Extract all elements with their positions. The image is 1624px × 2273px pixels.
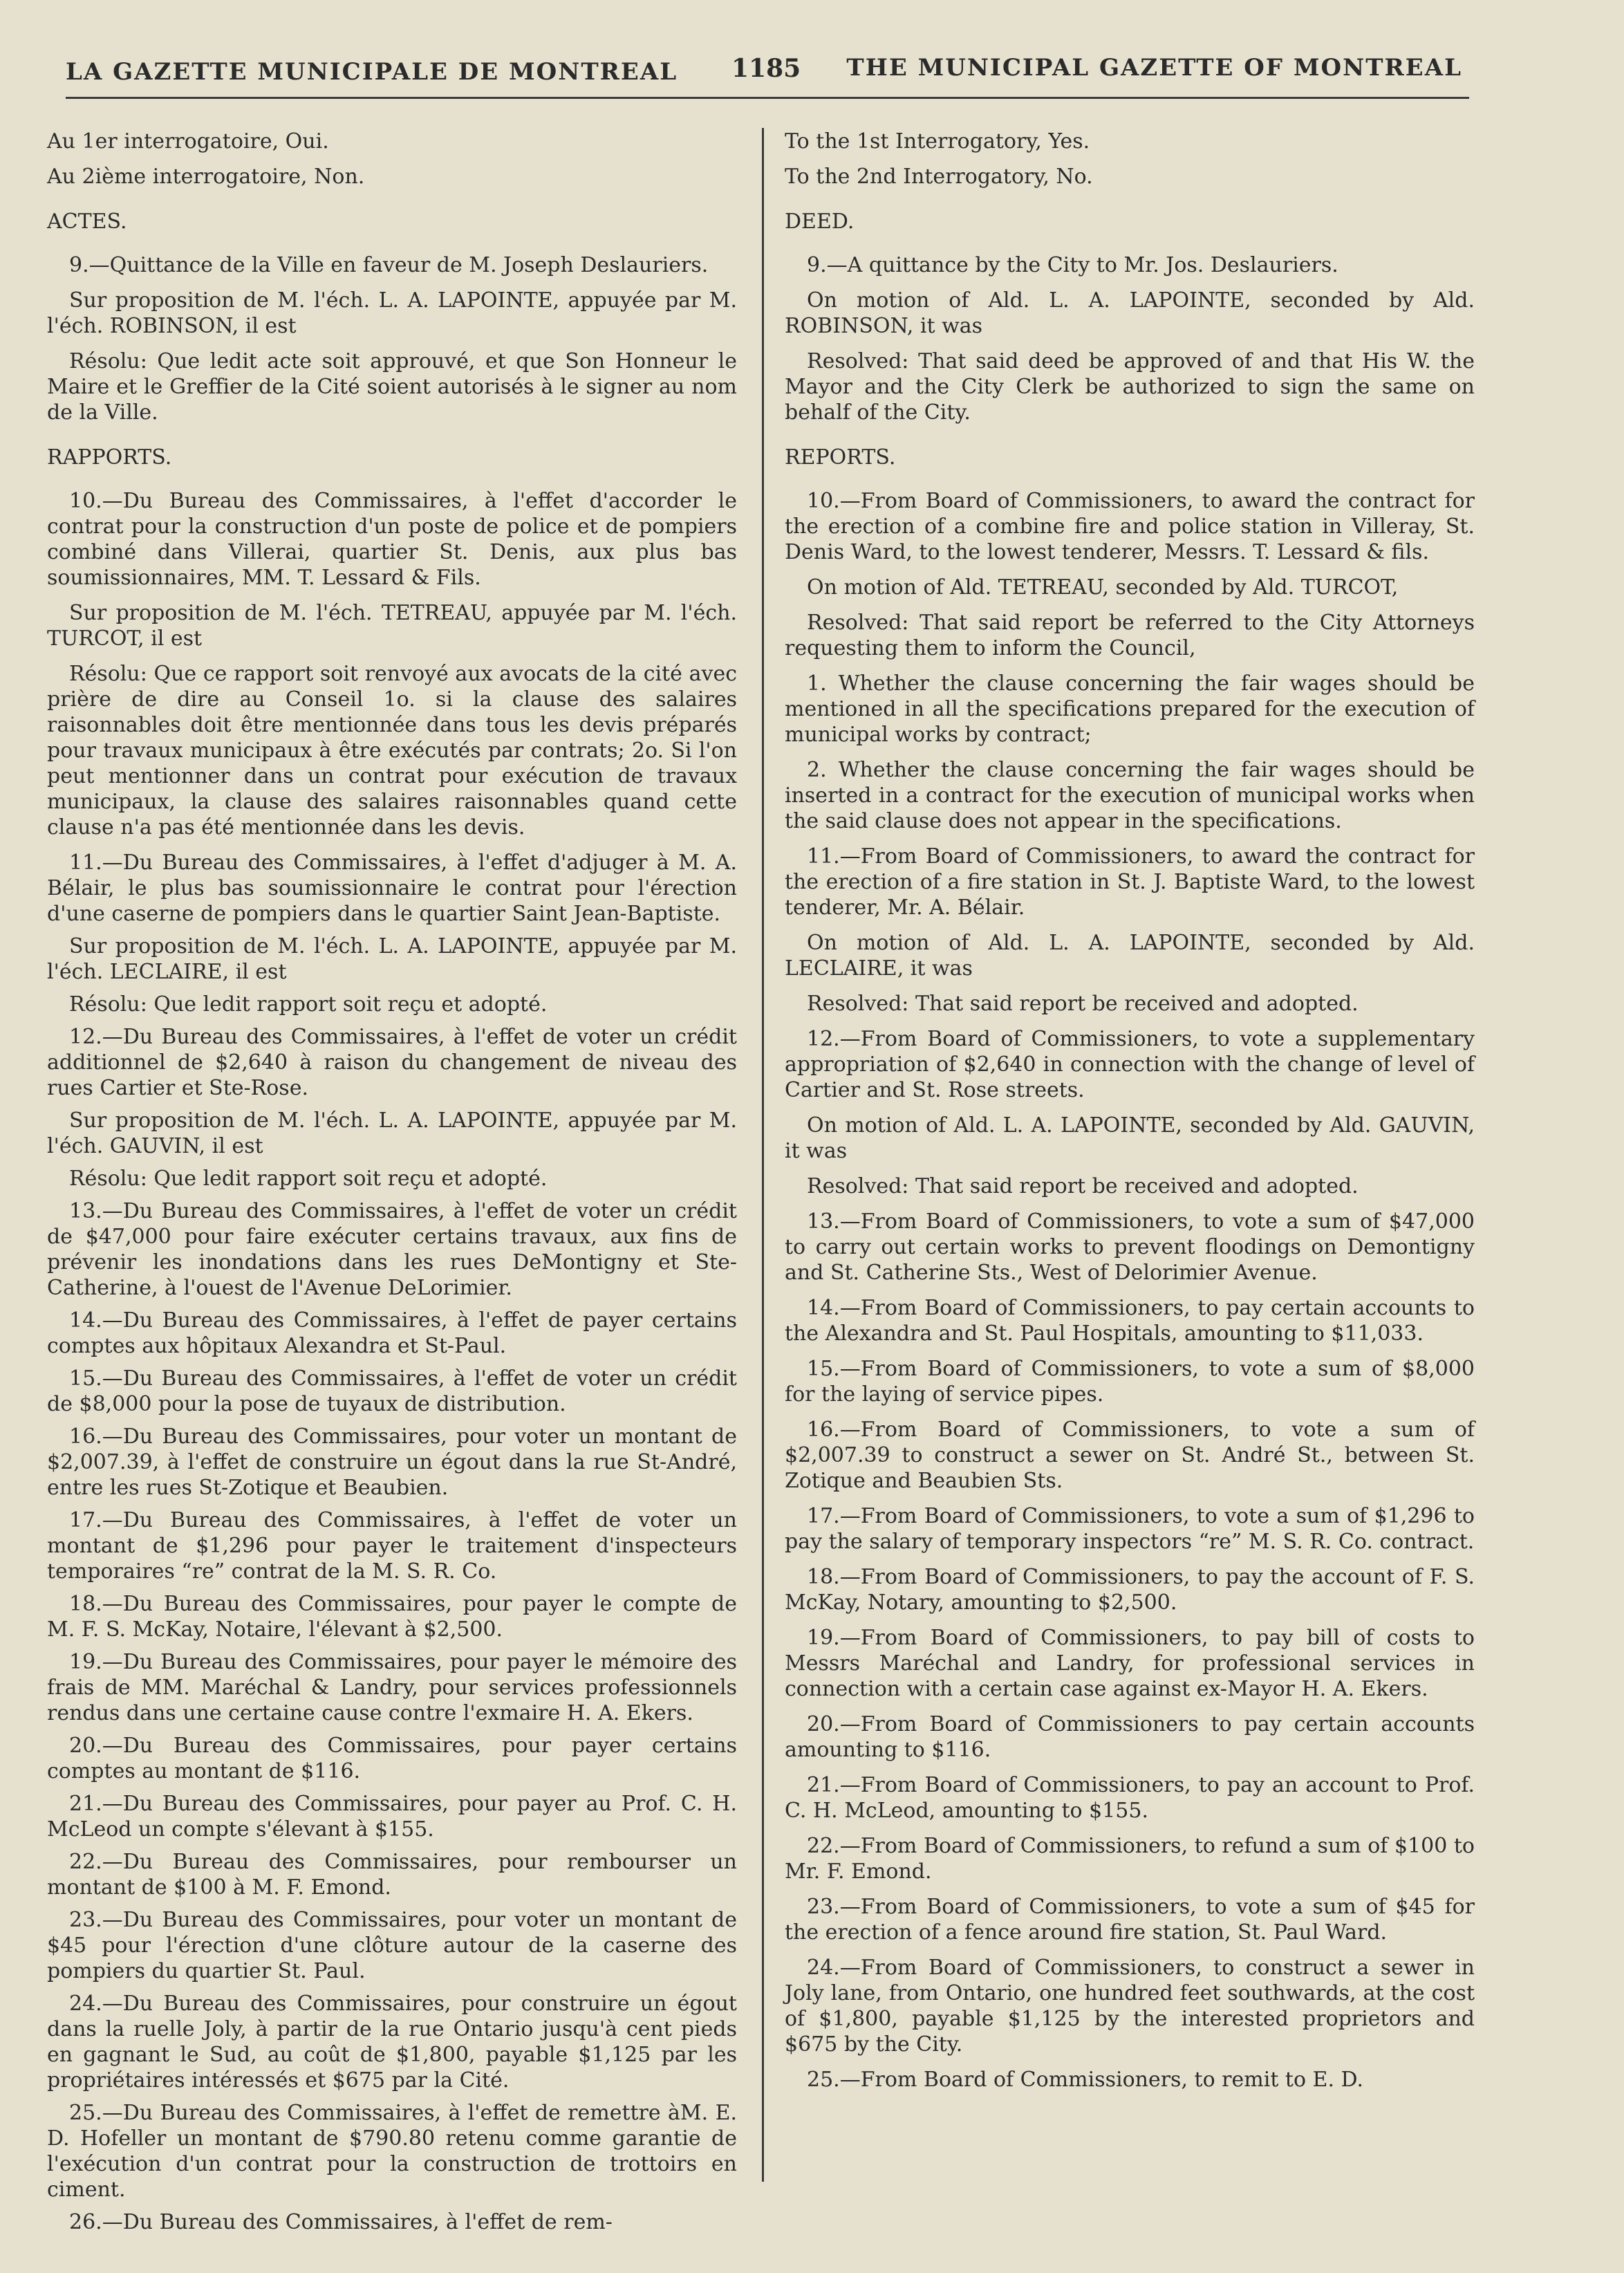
paragraph: 11.—From Board of Commissioners, to award the contract for the erection of a fire station in St. J. Baptiste Ward, to the lowest tenderer, Mr. A. Bélair.: [785, 844, 1475, 920]
paragraph: Résolu: Que ledit rapport soit reçu et adopté.: [69, 1167, 548, 1191]
page-header: [66, 54, 1462, 95]
paragraph: 12.—From Board of Commissioners, to vote a supplementary appropriation of $2,640 in connection with the change of level of Cartier and St. Rose streets.: [785, 1027, 1475, 1102]
paragraph: 24.—Du Bureau des Commissaires, pour construire un égout dans la ruelle Joly, à partir de la rue Ontario jusqu'à cent pieds en gagnant le Sud, au coût de $1,800, payable $1,125 par les propriétaires intéressés et $675 par la Cité.: [47, 1992, 737, 2093]
paragraph: 14.—From Board of Commissioners, to pay certain accounts to the Alexandra and St. Paul Hospitals, amounting to $11,033.: [785, 1296, 1475, 1346]
paragraph: 13.—From Board of Commissioners, to vote a sum of $47,000 to carry out certain works to prevent floodings on Demontigny and St. Catherine Sts., West of Delorimier Avenue.: [785, 1209, 1475, 1285]
paragraph: 18.—From Board of Commissioners, to pay the account of F. S. McKay, Notary, amounting to $2,500.: [785, 1565, 1475, 1615]
paragraph: 10.—Du Bureau des Commissaires, à l'effet d'accorder le contrat pour la construction d'un poste de police et de pompiers combiné dans Villerai, quartier St. Denis, aux plus bas soumissionnaires, MM. T. Lessard & Fils.: [47, 489, 737, 590]
paragraph: On motion of Ald. TETREAU, seconded by Ald. TURCOT,: [807, 575, 1399, 600]
paragraph: Au 1er interrogatoire, Oui.: [47, 129, 329, 154]
paragraph: 9.—Quittance de la Ville en faveur de M. Joseph Deslauriers.: [69, 253, 709, 277]
paragraph: 12.—Du Bureau des Commissaires, à l'effet de voter un crédit additionnel de $2,640 à raison du changement de niveau des rues Cartier et Ste-Rose.: [47, 1025, 737, 1100]
paragraph: 17.—From Board of Commissioners, to vote a sum of $1,296 to pay the salary of temporary inspectors “re” M. S. R. Co. contract.: [785, 1504, 1475, 1554]
paragraph: 22.—From Board of Commissioners, to refund a sum of $100 to Mr. F. Emond.: [785, 1834, 1475, 1884]
paragraph: Resolved: That said report be referred to the City Attorneys requesting them to inform the Council,: [785, 611, 1475, 660]
paragraph: 23.—From Board of Commissioners, to vote a sum of $45 for the erection of a fence around fire station, St. Paul Ward.: [785, 1895, 1475, 1945]
paragraph: 2. Whether the clause concerning the fair wages should be inserted in a contract for the execution of municipal works when the said clause does not appear in the specifications.: [785, 758, 1475, 833]
paragraph: Résolu: Que ce rapport soit renvoyé aux avocats de la cité avec prière de dire au Conseil 1o. si la clause des salaires raisonnables doit être mentionnée dans tous les devis préparés pour travaux municipaux à être exécutés par contrats; 2o. Si l'on peut mentionner dans un contrat pour exécution de travaux municipaux, la clause des salaires raisonnables quand cette clause n'a pas été mentionnée dans les devis.: [47, 662, 737, 839]
header-title-french: LA GAZETTE MUNICIPALE DE MONTREAL: [66, 58, 678, 86]
paragraph: 13.—Du Bureau des Commissaires, à l'effet de voter un crédit de $47,000 pour faire exécuter certains travaux, aux fins de prévenir les inondations dans les rues DeMontigny et Ste-Catherine, à l'ouest de l'Avenue DeLorimier.: [47, 1199, 737, 1300]
paragraph: Sur proposition de M. l'éch. L. A. LAPOINTE, appuyée par M. l'éch. ROBINSON, il est: [47, 288, 737, 338]
french-column: [47, 129, 737, 2242]
paragraph: 18.—Du Bureau des Commissaires, pour payer le compte de M. F. S. McKay, Notaire, l'élevant à $2,500.: [47, 1592, 737, 1642]
paragraph: 14.—Du Bureau des Commissaires, à l'effet de payer certains comptes aux hôpitaux Alexandra et St-Paul.: [47, 1308, 737, 1358]
paragraph: On motion of Ald. L. A. LAPOINTE, seconded by Ald. LECLAIRE, it was: [785, 931, 1475, 981]
paragraph: To the 1st Interrogatory, Yes.: [785, 129, 1090, 154]
english-column: [785, 129, 1475, 2102]
paragraph: 11.—Du Bureau des Commissaires, à l'effet d'adjuger à M. A. Bélair, le plus bas soumissionnaire le contrat pour l'érection d'une caserne de pompiers dans le quartier Saint Jean-Baptiste.: [47, 851, 737, 926]
paragraph: Au 2ième interrogatoire, Non.: [47, 165, 365, 189]
header-title-english: THE MUNICIPAL GAZETTE OF MONTREAL: [846, 54, 1462, 82]
paragraph: Sur proposition de M. l'éch. L. A. LAPOINTE, appuyée par M. l'éch. LECLAIRE, il est: [47, 934, 737, 984]
paragraph: 25.—From Board of Commissioners, to remit to E. D.: [807, 2068, 1364, 2092]
paragraph: 19.—From Board of Commissioners, to pay bill of costs to Messrs Maréchal and Landry, for professional services in connection with a certain case against ex-Mayor H. A. Ekers.: [785, 1626, 1475, 1701]
paragraph: 15.—Du Bureau des Commissaires, à l'effet de voter un crédit de $8,000 pour la pose de tuyaux de distribution.: [47, 1366, 737, 1416]
paragraph: 23.—Du Bureau des Commissaires, pour voter un montant de $45 pour l'érection d'une clôture autour de la caserne des pompiers du quartier St. Paul.: [47, 1908, 737, 1983]
paragraph: On motion of Ald. L. A. LAPOINTE, seconded by Ald. ROBINSON, it was: [785, 288, 1475, 338]
paragraph: 24.—From Board of Commissioners, to construct a sewer in Joly lane, from Ontario, one hundred feet southwards, at the cost of $1,800, payable $1,125 by the interested proprietors and $675 by the City.: [785, 1956, 1475, 2057]
paragraph: 17.—Du Bureau des Commissaires, à l'effet de voter un montant de $1,296 pour payer le traitement d'inspecteurs temporaires “re” contrat de la M. S. R. Co.: [47, 1508, 737, 1584]
paragraph: Résolu: Que ledit acte soit approuvé, et que Son Honneur le Maire et le Greffier de la Cité soient autorisés à le signer au nom de la Ville.: [47, 349, 737, 425]
paragraph: 1. Whether the clause concerning the fair wages should be mentioned in all the specifications prepared for the execution of municipal works by contract;: [785, 671, 1475, 747]
paragraph: 21.—From Board of Commissioners, to pay an account to Prof. C. H. McLeod, amounting to $155.: [785, 1773, 1475, 1823]
paragraph: Resolved: That said report be received and adopted.: [807, 1174, 1359, 1198]
paragraph: 15.—From Board of Commissioners, to vote a sum of $8,000 for the laying of service pipes.: [785, 1357, 1475, 1407]
paragraph: 21.—Du Bureau des Commissaires, pour payer au Prof. C. H. McLeod un compte s'élevant à $155.: [47, 1792, 737, 1841]
paragraph: 22.—Du Bureau des Commissaires, pour rembourser un montant de $100 à M. F. Emond.: [47, 1850, 737, 1900]
section-heading: DEED.: [785, 210, 855, 234]
paragraph: 10.—From Board of Commissioners, to award the contract for the erection of a combine fire and police station in Villeray, St. Denis Ward, to the lowest tenderer, Messrs. T. Lessard & fils.: [785, 489, 1475, 564]
section-heading: ACTES.: [47, 210, 127, 234]
paragraph: 20.—From Board of Commissioners to pay certain accounts amounting to $116.: [785, 1712, 1475, 1762]
paragraph: 16.—Du Bureau des Commissaires, pour voter un montant de $2,007.39, à l'effet de construire un égout dans la rue St-André, entre les rues St-Zotique et Beaubien.: [47, 1425, 737, 1500]
paragraph: On motion of Ald. L. A. LAPOINTE, seconded by Ald. GAUVIN, it was: [785, 1113, 1475, 1163]
paragraph: 9.—A quittance by the City to Mr. Jos. Deslauriers.: [807, 253, 1338, 277]
paragraph: Resolved: That said deed be approved of and that His W. the Mayor and the City Clerk be authorized to sign the same on behalf of the City.: [785, 349, 1475, 425]
paragraph: 25.—Du Bureau des Commissaires, à l'effet de remettre àM. E. D. Hofeller un montant de $790.80 retenu comme garantie de l'exécution d'un contrat pour la construction de trottoirs en ciment.: [47, 2101, 737, 2202]
section-heading: REPORTS.: [785, 445, 896, 470]
paragraph: 20.—Du Bureau des Commissaires, pour payer certains comptes au montant de $116.: [47, 1734, 737, 1783]
paragraph: Resolved: That said report be received and adopted.: [807, 992, 1359, 1016]
page-number: 1185: [731, 54, 801, 83]
paragraph: 26.—Du Bureau des Commissaires, à l'effet de rem-: [69, 2210, 613, 2234]
paragraph: 16.—From Board of Commissioners, to vote a sum of $2,007.39 to construct a sewer on St. André St., between St. Zotique and Beaubien Sts.: [785, 1418, 1475, 1493]
paragraph: Résolu: Que ledit rapport soit reçu et adopté.: [69, 992, 548, 1017]
header-rule: [66, 97, 1469, 99]
paragraph: Sur proposition de M. l'éch. TETREAU, appuyée par M. l'éch. TURCOT, il est: [47, 601, 737, 651]
paragraph: To the 2nd Interrogatory, No.: [785, 165, 1093, 189]
paragraph: 19.—Du Bureau des Commissaires, pour payer le mémoire des frais de MM. Maréchal & Landry, pour services professionnels rendus dans une certaine cause contre l'exmaire H. A. Ekers.: [47, 1650, 737, 1725]
column-divider: [762, 128, 764, 2182]
paragraph: Sur proposition de M. l'éch. L. A. LAPOINTE, appuyée par M. l'éch. GAUVIN, il est: [47, 1108, 737, 1158]
section-heading: RAPPORTS.: [47, 445, 172, 470]
